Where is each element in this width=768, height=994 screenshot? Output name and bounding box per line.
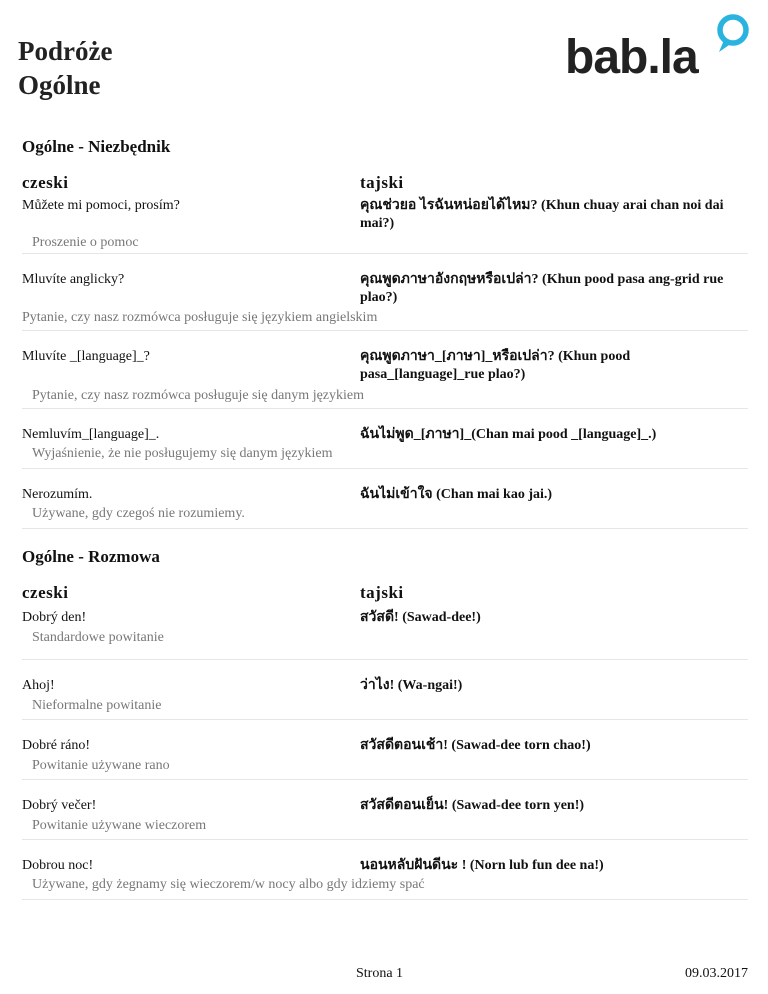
phrase-note: Powitanie używane rano bbox=[32, 758, 170, 773]
column-header-target: tajski bbox=[360, 583, 404, 602]
phrase-source: Dobrou noc! bbox=[22, 858, 94, 873]
logo-text: bab.la bbox=[565, 31, 698, 84]
phrase-source: Dobrý večer! bbox=[22, 798, 97, 813]
phrase-entry bbox=[22, 254, 748, 331]
phrase-note: Proszenie o pomoc bbox=[32, 235, 139, 250]
phrase-source: Dobrý den! bbox=[22, 610, 87, 625]
phrase-note: Pytanie, czy nasz rozmówca posługuje się językiem angielskim bbox=[22, 310, 378, 325]
phrase-note: Powitanie używane wieczorem bbox=[32, 818, 207, 833]
speech-bubble-icon bbox=[715, 14, 751, 54]
section-title: Ogólne - Rozmowa bbox=[22, 547, 160, 566]
page-number: Strona 1 bbox=[356, 966, 404, 981]
page-title-line1: Podróże bbox=[18, 36, 113, 66]
phrase-source: Nerozumím. bbox=[22, 487, 93, 502]
page-title bbox=[18, 34, 112, 102]
phrase-translation: สวัสดีตอนเย็น! (Sawad-dee torn yen!) bbox=[360, 798, 585, 813]
column-headers bbox=[22, 583, 748, 605]
babla-logo[interactable] bbox=[565, 14, 755, 84]
phrase-entry bbox=[22, 409, 748, 469]
phrase-entry bbox=[22, 609, 748, 660]
phrase-translation: สวัสดี! (Sawad-dee!) bbox=[360, 610, 481, 625]
phrase-entry bbox=[22, 331, 748, 409]
phrase-note: Pytanie, czy nasz rozmówca posługuje się danym językiem bbox=[32, 388, 365, 403]
phrase-translation: นอนหลับฝันดีนะ ! (Norn lub fun dee na!) bbox=[360, 858, 604, 873]
column-header-source: czeski bbox=[22, 583, 69, 602]
phrase-source: Nemluvím_[language]_. bbox=[22, 427, 160, 442]
phrase-note: Wyjaśnienie, że nie posługujemy się danym językiem bbox=[32, 446, 333, 461]
phrase-source: Mluvíte _[language]_? bbox=[22, 349, 150, 364]
phrase-entry bbox=[22, 840, 748, 900]
phrase-translation: คุณช่วยอ ไรฉันหน่อยได้ไหม? (Khun chuay arai chan noi dai mai?) bbox=[360, 198, 724, 231]
phrase-translation: สวัสดีตอนเช้า! (Sawad-dee torn chao!) bbox=[360, 738, 591, 753]
column-header-source: czeski bbox=[22, 173, 69, 192]
phrase-source: Ahoj! bbox=[22, 678, 55, 693]
section-conversation bbox=[22, 546, 748, 900]
phrase-entry bbox=[22, 197, 748, 254]
phrase-translation: ว่าไง! (Wa-ngai!) bbox=[360, 678, 463, 693]
phrase-entry bbox=[22, 660, 748, 720]
phrase-entry bbox=[22, 780, 748, 840]
phrase-source: Dobré ráno! bbox=[22, 738, 91, 753]
phrase-source: Mluvíte anglicky? bbox=[22, 272, 125, 287]
print-date: 09.03.2017 bbox=[685, 966, 748, 981]
column-header-target: tajski bbox=[360, 173, 404, 192]
column-headers bbox=[22, 173, 748, 195]
phrase-translation: ฉันไม่พูด_[ภาษา]_(Chan mai pood _[language]_.) bbox=[360, 427, 657, 442]
phrase-note: Używane, gdy żegnamy się wieczorem/w nocy albo gdy idziemy spać bbox=[32, 877, 425, 892]
section-title: Ogólne - Niezbędnik bbox=[22, 137, 171, 156]
phrase-note: Używane, gdy czegoś nie rozumiemy. bbox=[32, 506, 245, 521]
phrase-note: Standardowe powitanie bbox=[32, 630, 164, 645]
phrase-note: Nieformalne powitanie bbox=[32, 698, 162, 713]
phrase-translation: คุณพูดภาษาอังกฤษหรือเปล่า? (Khun pood pasa ang-grid rue plao?) bbox=[360, 272, 724, 305]
page-title-line2: Ogólne bbox=[18, 70, 101, 100]
section-essentials bbox=[22, 136, 748, 529]
phrase-entry bbox=[22, 720, 748, 780]
phrase-translation: ฉันไม่เข้าใจ (Chan mai kao jai.) bbox=[360, 487, 553, 502]
phrase-entry bbox=[22, 469, 748, 529]
phrase-translation: คุณพูดภาษา_[ภาษา]_หรือเปล่า? (Khun pood pasa_[language]_rue plao?) bbox=[360, 349, 631, 382]
phrase-source: Můžete mi pomoci, prosím? bbox=[22, 198, 180, 213]
